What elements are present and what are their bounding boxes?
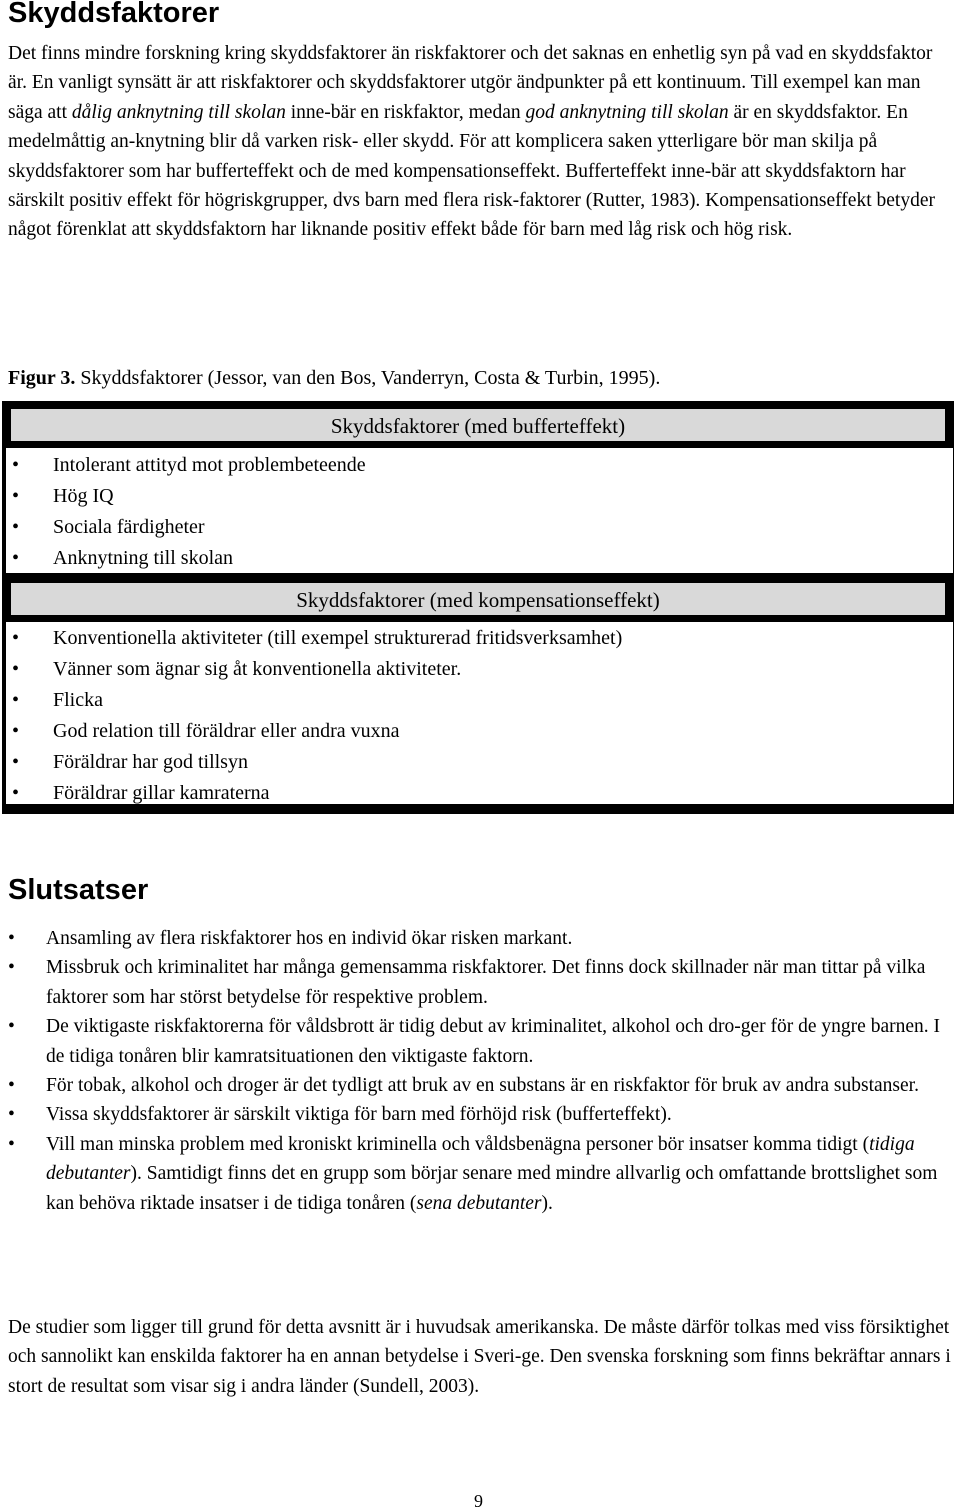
- compensation-effect-list: [6, 623, 622, 809]
- list-item: • Anknytning till skolan: [6, 543, 366, 574]
- intro-emphasis-2: god anknytning till skolan: [525, 101, 729, 123]
- figure-label: Figur 3.: [8, 367, 76, 389]
- figure-caption-text: Skyddsfaktorer (Jessor, van den Bos, Vanderryn, Costa & Turbin, 1995).: [75, 367, 661, 389]
- list-item: • Föräldrar har god tillsyn: [6, 747, 622, 778]
- buffer-effect-list: [6, 450, 366, 574]
- bullet-icon: •: [12, 658, 20, 680]
- bullet-icon: •: [12, 516, 20, 538]
- protective-factors-table: [2, 401, 954, 814]
- compensation-effect-header: Skyddsfaktorer (med kompensationseffekt): [11, 583, 945, 615]
- bullet-icon: •: [8, 1016, 15, 1038]
- buffer-effect-header: Skyddsfaktorer (med bufferteffekt): [11, 409, 945, 441]
- bullet-icon: •: [12, 454, 20, 476]
- list-item: • För tobak, alkohol och droger är det tydligt att bruk av en substans är en riskfaktor för bruk av andra substanser.: [8, 1071, 960, 1100]
- intro-text-a: Det finns mindre forskning kring skyddsfaktorer än riskfaktorer och det saknas en enhetlig syn på vad en skyddsfaktor är. En vanligt synsätt är att riskfaktorer och skyddsfaktorer utgör ändpunkter på ett kontinuum. Till exempel kan man säga att: [8, 43, 933, 123]
- intro-emphasis-1: dålig anknytning till skolan: [71, 101, 286, 123]
- list-item: • Ansamling av flera riskfaktorer hos en individ ökar risken markant.: [8, 924, 960, 953]
- buffer-effect-list-box: [6, 448, 953, 573]
- section-title-slutsatser: Slutsatser: [8, 874, 149, 906]
- bullet-icon: •: [12, 782, 20, 804]
- list-item: • De viktigaste riskfaktorerna för våldsbrott är tidig debut av kriminalitet, alkohol och dro-ger för de yngre barnen. I de tidiga tonåren blir kamratsituationen den viktigaste faktorn.: [8, 1012, 960, 1071]
- compensation-effect-list-box: [6, 622, 953, 804]
- bullet-icon: •: [8, 1133, 15, 1155]
- bullet-icon: •: [12, 720, 20, 742]
- intro-text-b: inne-bär en riskfaktor, medan: [285, 101, 526, 123]
- list-item: • Sociala färdigheter: [6, 512, 366, 543]
- intro-text-c: är en skyddsfaktor. En medelmåttig an-knytning blir då varken risk- eller skydd. För att komplicera saken ytterligare bör man skilja på skyddsfaktorer som har bufferteffekt och de med kompensationseffekt. Bufferteffekt inne-bär att skyddsfaktorn har särskilt positiv effekt för högriskgrupper, dvs barn med flera risk-faktorer (Rutter, 1983). Kompensationseffekt betyder något förenklat att skyddsfaktorn har liknande positiv effekt både för barn med låg risk och hög risk.: [8, 101, 935, 241]
- page-number: 9: [474, 1491, 483, 1511]
- bullet-icon: •: [12, 547, 20, 569]
- bullet-icon: •: [12, 485, 20, 507]
- list-item: • Intolerant attityd mot problembeteende: [6, 450, 366, 481]
- bullet-icon: •: [8, 957, 15, 979]
- figure-caption: [8, 364, 660, 392]
- list-item: • Vill man minska problem med kroniskt kriminella och våldsbenägna personer bör insatser komma tidigt (tidiga debutanter). Samtidigt finns det en grupp som börjar senare med mindre allvarlig och omfattande brottslighet som kan behöva riktade insatser i de tidiga tonåren (sena debutanter).: [8, 1130, 960, 1218]
- bullet-icon: •: [12, 751, 20, 773]
- bullet-icon: •: [8, 928, 15, 949]
- bullet-icon: •: [12, 689, 20, 711]
- list-item: • God relation till föräldrar eller andra vuxna: [6, 716, 622, 747]
- list-item: • Hög IQ: [6, 481, 366, 512]
- bullet-icon: •: [8, 1075, 15, 1097]
- bullet-icon: •: [12, 627, 20, 649]
- closing-paragraph: De studier som ligger till grund för detta avsnitt är i huvudsak amerikanska. De måste därför tolkas med viss försiktighet och sannolikt kan enskilda faktorer ha en annan betydelse i Sveri-ge. Den svenska forskning som finns bekräftar annars i stort de resultat som visar sig i andra länder (Sundell, 2003).: [8, 1317, 951, 1397]
- list-item: • Vissa skyddsfaktorer är särskilt viktiga för barn med förhöjd risk (bufferteffekt).: [8, 1100, 960, 1129]
- list-item: • Konventionella aktiviteter (till exempel strukturerad fritidsverksamhet): [6, 623, 622, 654]
- bullet-icon: •: [8, 1104, 15, 1126]
- list-item: • Flicka: [6, 685, 622, 716]
- list-item: • Vänner som ägnar sig åt konventionella aktiviteter.: [6, 654, 622, 685]
- section-title-skyddsfaktorer: Skyddsfaktorer: [8, 0, 220, 29]
- conclusions-list: [8, 924, 960, 1218]
- list-item: • Missbruk och kriminalitet har många gemensamma riskfaktorer. Det finns dock skillnader när man tittar på vilka faktorer som har störst betydelse för respektive problem.: [8, 953, 960, 1012]
- intro-paragraph: [8, 39, 956, 245]
- list-item: • Föräldrar gillar kamraterna: [6, 778, 622, 809]
